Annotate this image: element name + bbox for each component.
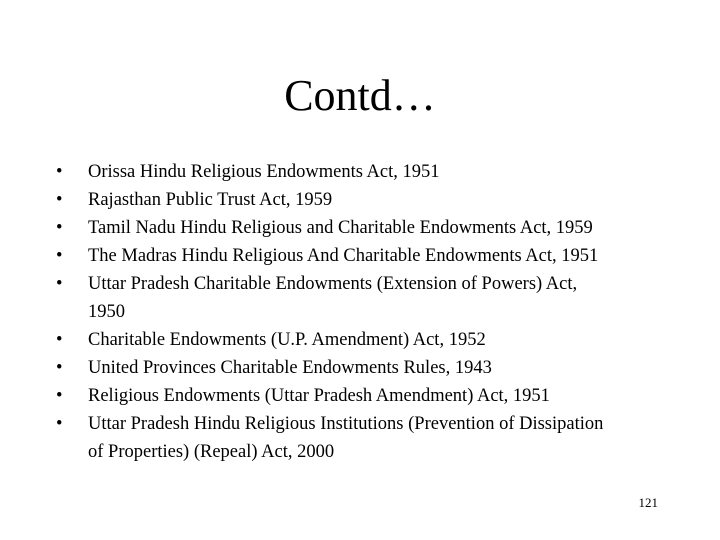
- bullet-icon: •: [56, 274, 63, 294]
- bullet-icon: •: [56, 190, 63, 210]
- list-item-text: Uttar Pradesh Charitable Endowments (Extension of Powers) Act, 1950: [88, 274, 578, 322]
- list-item: [56, 242, 666, 270]
- bullet-icon: •: [56, 246, 63, 266]
- page-number: 121: [638, 495, 658, 510]
- bullet-icon: •: [56, 414, 63, 434]
- list-item-text: United Provinces Charitable Endowments Rules, 1943: [88, 358, 492, 378]
- list-item: [56, 270, 666, 326]
- slide-title: Contd…: [284, 71, 436, 120]
- bullet-icon: •: [56, 358, 63, 378]
- list-item: [56, 326, 666, 354]
- act-list: [56, 158, 666, 466]
- list-item: [56, 382, 666, 410]
- list-item: [56, 186, 666, 214]
- list-item-text: Charitable Endowments (U.P. Amendment) Act, 1952: [88, 330, 486, 350]
- bullet-icon: •: [56, 218, 63, 238]
- list-item: [56, 354, 666, 382]
- list-item-text: Orissa Hindu Religious Endowments Act, 1951: [88, 162, 440, 182]
- list-item-text: Uttar Pradesh Hindu Religious Institutions (Prevention of Dissipation of Properties) (Repeal) Act, 2000: [88, 414, 604, 462]
- list-item: [56, 214, 666, 242]
- list-item-text: The Madras Hindu Religious And Charitable Endowments Act, 1951: [88, 246, 599, 266]
- list-item-text: Tamil Nadu Hindu Religious and Charitable Endowments Act, 1959: [88, 218, 593, 238]
- bullet-icon: •: [56, 162, 63, 182]
- list-item-text: Religious Endowments (Uttar Pradesh Amendment) Act, 1951: [88, 386, 550, 406]
- bullet-icon: •: [56, 330, 63, 350]
- list-item: [56, 158, 666, 186]
- bullet-icon: •: [56, 386, 63, 406]
- list-item-text: Rajasthan Public Trust Act, 1959: [88, 190, 333, 210]
- list-item: [56, 410, 666, 466]
